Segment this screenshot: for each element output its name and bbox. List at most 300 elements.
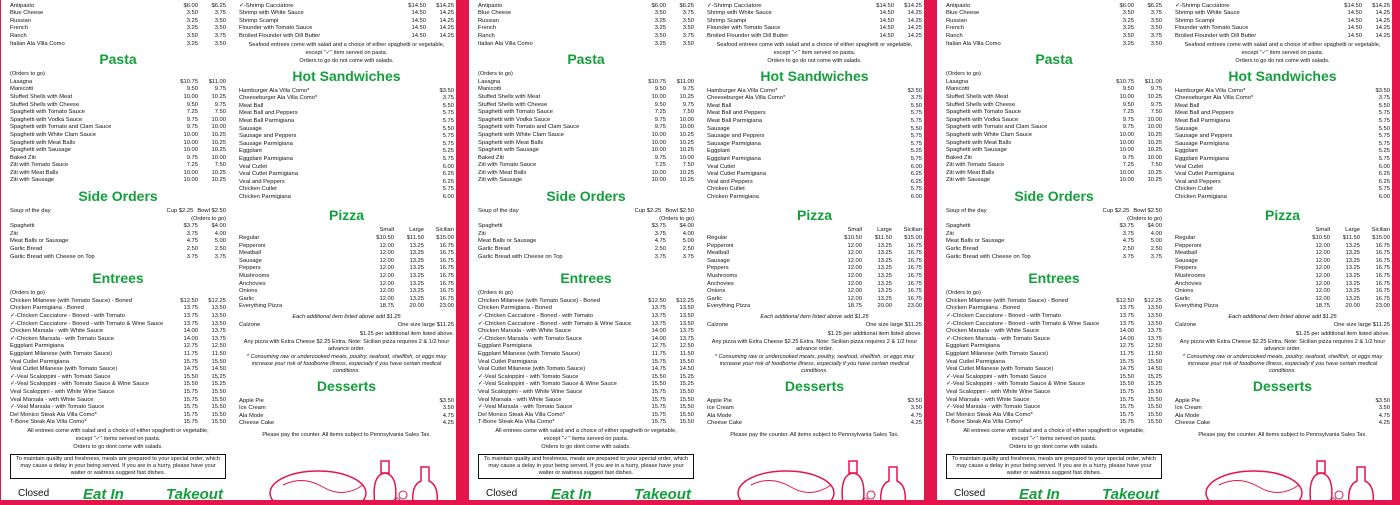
item-price: 15.50 — [679, 396, 694, 403]
soup-row — [10, 208, 226, 216]
item-price: 15.50 — [1147, 404, 1162, 411]
item-price: 3.25 — [1122, 25, 1134, 32]
menu-item-row — [1175, 25, 1390, 33]
menu-item-row — [707, 420, 922, 428]
menu-item-row — [1175, 405, 1390, 413]
item-price: 15.25 — [211, 381, 226, 388]
menu-item-row — [1175, 18, 1390, 26]
item-name: Blue Cheese — [478, 10, 512, 17]
extra-cheese-note: Any pizza with Extra Cheese $2.25 Extra. Note: Sicilian pizza requires 2 & 1/2 hour advance order. — [243, 338, 450, 352]
item-price: 3.75 — [1150, 10, 1162, 17]
item-price: 18.75 — [379, 303, 394, 310]
menu-item-row — [1175, 265, 1390, 273]
item-name: Spaghetti with Sausage — [10, 147, 71, 154]
item-name: Meat Ball — [239, 102, 264, 109]
item-price: 2.50 — [654, 246, 666, 253]
item-price: $14.50 — [1344, 2, 1362, 9]
item-price: $11.00 — [208, 78, 226, 85]
calzone-label: Calzone — [707, 322, 729, 328]
item-price: 14.50 — [679, 366, 694, 373]
item-price: 3.50 — [1150, 17, 1162, 24]
item-price: 16.75 — [907, 265, 922, 272]
menu-item-row — [707, 10, 922, 18]
calzone-row — [707, 322, 922, 330]
item-name: Sausage and Peppers — [707, 133, 765, 140]
item-name: Spaghetti with White Clam Sauce — [10, 131, 97, 138]
menu-item-row — [707, 296, 922, 304]
menu-item-row — [10, 109, 226, 117]
menu-item-row — [239, 250, 454, 258]
item-price: 15.25 — [1147, 381, 1162, 388]
item-price: 13.50 — [211, 313, 226, 319]
calzone-label: Calzone — [1175, 322, 1197, 328]
item-price: 9.75 — [1122, 154, 1134, 161]
item-price: 16.75 — [907, 288, 922, 295]
item-price: 9.75 — [186, 154, 198, 161]
menu-item-row — [478, 305, 694, 313]
item-name: Russian — [478, 17, 499, 24]
sales-tax-note: Please pay the counter. All items subject to Pennsylvania Sales Tax. — [262, 431, 431, 438]
item-price: 5.75 — [910, 140, 922, 147]
item-price: 13.25 — [1345, 273, 1360, 280]
item-price: 16.75 — [907, 295, 922, 302]
item-price: 15.75 — [651, 358, 666, 365]
menu-item-row — [707, 103, 922, 111]
menu-item-row — [10, 140, 226, 148]
calzone-extra: $1.25 per additional item listed above. — [827, 330, 922, 337]
item-price: 3.25 — [186, 25, 198, 32]
item-price: $6.25 — [679, 2, 694, 9]
item-name: ✓-Shrimp Cacciatore — [707, 2, 762, 9]
item-price: 9.75 — [186, 116, 198, 123]
item-price: 5.25 — [910, 148, 922, 155]
item-price: 23.00 — [1375, 303, 1390, 310]
item-price: 10.25 — [211, 147, 226, 154]
menu-item-row — [707, 186, 922, 194]
menu-item-row — [946, 177, 1162, 185]
menu-item-row — [478, 25, 694, 33]
item-price: 14.75 — [183, 366, 198, 373]
item-price: $10.75 — [648, 78, 666, 85]
item-price: 3.25 — [654, 25, 666, 32]
item-price: 9.75 — [1122, 124, 1134, 131]
item-price: 13.25 — [1345, 257, 1360, 264]
item-name: Broiled Flounder with Dill Butter — [707, 32, 789, 39]
item-name: Lasagna — [946, 78, 969, 85]
menu-item-row — [239, 194, 454, 202]
item-price: 12.00 — [379, 265, 394, 272]
item-price: 3.50 — [1122, 32, 1134, 39]
item-name: Chicken Cutlet — [239, 186, 277, 193]
item-price: 15.75 — [183, 396, 198, 403]
item-price: 7.50 — [682, 109, 694, 116]
pizza-heading: Pizza — [328, 207, 364, 224]
item-name: French — [946, 25, 965, 32]
hot-sandwiches-heading: Hot Sandwiches — [292, 67, 401, 84]
item-price: 13.25 — [1345, 288, 1360, 295]
menu-item-row — [478, 412, 694, 420]
item-price: 14.25 — [1375, 17, 1390, 24]
item-price: 6.00 — [910, 193, 922, 200]
item-price: 10.00 — [1147, 116, 1162, 123]
pasta-heading: Pasta — [567, 51, 605, 68]
menu-panel — [1, 0, 456, 503]
item-name: Ala Mode — [707, 412, 732, 419]
menu-item-row — [478, 132, 694, 140]
menu-item-row — [707, 118, 922, 126]
pizza-sicilian-label: Sicilian — [435, 227, 454, 234]
menu-item-row — [239, 148, 454, 156]
menu-item-row — [946, 140, 1162, 148]
item-price: 3.75 — [214, 253, 226, 260]
menu-item-row — [478, 109, 694, 117]
item-name: Hamburger Ala Villa Como* — [707, 87, 778, 94]
menu-item-row — [946, 117, 1162, 125]
item-price: 5.75 — [442, 110, 454, 117]
closed-label: Closed — [954, 488, 986, 499]
seafood-list — [239, 3, 454, 41]
item-name: Meatball — [239, 250, 261, 257]
item-price: 14.50 — [411, 25, 426, 32]
item-name: Veal Cutlet — [1175, 163, 1204, 170]
menu-item-row — [946, 86, 1162, 94]
item-name: Baked Ziti — [478, 154, 504, 161]
item-name: Meat Ball and Peppers — [239, 110, 298, 117]
item-price: 13.50 — [679, 313, 694, 319]
menu-item-row — [10, 343, 226, 351]
item-name: Pepperoni — [239, 242, 266, 249]
menu-item-row — [946, 124, 1162, 132]
item-price: $11.50 — [406, 235, 424, 242]
right-column — [707, 0, 922, 440]
pizza-small-label: Small — [1315, 227, 1330, 234]
menu-item-row — [478, 231, 694, 239]
soup-row — [946, 208, 1162, 216]
item-name: Spaghetti — [946, 223, 971, 230]
item-name: Peppers — [707, 265, 729, 272]
item-price: $11.50 — [874, 235, 892, 242]
menu-item-row — [239, 186, 454, 194]
item-name: Everything Pizza — [239, 303, 283, 310]
item-name: Ziti — [478, 230, 486, 237]
menu-item-row — [707, 273, 922, 281]
item-name: Eggplant Milanese (with Tomato Sauce) — [478, 350, 581, 357]
item-name: Eggplant Parmigiana — [707, 155, 761, 162]
item-price: 13.25 — [409, 295, 424, 302]
item-price: 15.75 — [1119, 388, 1134, 395]
item-name: Ala Mode — [1175, 412, 1200, 419]
item-price: 3.25 — [1122, 40, 1134, 47]
item-price: 2.50 — [214, 246, 226, 253]
right-column — [239, 0, 454, 440]
item-name: Meat Ball Parmigiana — [1175, 117, 1231, 124]
seafood-note-2: except "✓" item served on pasta. — [1241, 49, 1324, 56]
item-price: $6.00 — [183, 2, 198, 9]
menu-item-row — [707, 25, 922, 33]
menu-item-row — [1175, 126, 1390, 134]
item-name: French — [478, 25, 497, 32]
item-name: ✓-Chicken Cacciatore - Boned - with Tomato & Wine Sauce — [10, 320, 164, 327]
item-price: 5.50 — [1378, 102, 1390, 109]
item-price: 3.75 — [682, 10, 694, 17]
item-name: Meat Ball — [707, 102, 732, 109]
menu-item-row — [239, 171, 454, 179]
menu-item-row — [946, 254, 1162, 262]
pasta-heading: Pasta — [99, 51, 137, 68]
menu-item-row — [1175, 413, 1390, 421]
orders-to-go-label: (Orders to go) — [1127, 215, 1162, 222]
item-price: 10.25 — [679, 131, 694, 138]
item-price: 15.50 — [651, 373, 666, 380]
item-price: $3.50 — [1375, 397, 1390, 404]
item-price: 3.50 — [214, 17, 226, 24]
wine-bottle-illustration — [263, 445, 453, 505]
menu-item-row — [707, 405, 922, 413]
item-name: Eggplant Milanese (with Tomato Sauce) — [946, 350, 1049, 357]
hot-list — [1175, 88, 1390, 202]
item-name: Garlic Bread with Cheese on Top — [946, 253, 1031, 260]
entrees-note-2: except "✓" items served on pasta. — [75, 435, 161, 442]
menu-item-row — [10, 117, 226, 125]
item-name: Italian Ala Villa Como — [478, 40, 533, 47]
menu-item-row — [1175, 148, 1390, 156]
item-price: 16.75 — [907, 273, 922, 280]
item-price: $3.50 — [907, 87, 922, 94]
item-price: $15.00 — [904, 235, 922, 242]
menu-item-row — [10, 305, 226, 313]
menu-item-row — [1175, 156, 1390, 164]
item-name: Chicken Milanese (with Tomato Sauce) - Boned — [10, 297, 133, 304]
menu-item-row — [10, 321, 226, 329]
item-name: Ziti with Sausage — [478, 177, 523, 184]
item-name: Ziti with Tomato Sauce — [10, 162, 69, 169]
item-name: ✓-Veal Marsala - with Tomato Sauce — [946, 404, 1041, 411]
item-price: 14.50 — [411, 32, 426, 39]
item-price: 14.50 — [1347, 25, 1362, 32]
item-price: 10.00 — [1119, 177, 1134, 184]
item-name: Sausage Parmigiana — [1175, 140, 1229, 147]
item-price: 10.00 — [183, 177, 198, 184]
calzone-extra: $1.25 per additional item listed above. — [1295, 330, 1390, 337]
item-price: 13.25 — [409, 257, 424, 264]
menu-item-row — [478, 389, 694, 397]
item-name: Sausage Parmigiana — [239, 140, 293, 147]
item-price: 3.75 — [682, 253, 694, 260]
item-name: Peppers — [239, 265, 261, 272]
orders-to-go-label: (Orders to go) — [946, 290, 981, 297]
item-price: 5.50 — [442, 102, 454, 109]
item-price: $6.25 — [1147, 2, 1162, 9]
item-price: 13.50 — [211, 320, 226, 327]
soup-label: Soup of the day — [946, 208, 987, 215]
item-price: 13.75 — [679, 335, 694, 342]
item-price: 3.25 — [186, 40, 198, 47]
item-price: 13.25 — [877, 257, 892, 264]
pizza-each-note: Each additional item listed above add $1.25 — [760, 314, 869, 320]
item-name: Garlic — [707, 295, 723, 302]
item-price: 5.75 — [910, 110, 922, 117]
right-column — [1175, 0, 1390, 440]
menu-item-row — [946, 132, 1162, 140]
item-price: 13.25 — [1345, 250, 1360, 257]
calzone-size: One size large $11.25 — [397, 322, 454, 328]
item-name: Peppers — [1175, 265, 1197, 272]
item-price: 13.25 — [1345, 280, 1360, 287]
item-name: ✓-Shrimp Cacciatore — [239, 2, 294, 9]
item-price: 9.75 — [214, 101, 226, 108]
item-name: Del Monico Steak Ala Villa Como* — [10, 411, 97, 418]
menu-item-row — [946, 412, 1162, 420]
item-price: 6.00 — [442, 193, 454, 200]
item-price: 12.00 — [1315, 265, 1330, 272]
item-price: $3.50 — [907, 397, 922, 404]
item-name: Shrimp Scampi — [239, 17, 279, 24]
menu-item-row — [239, 118, 454, 126]
item-price: 9.75 — [682, 101, 694, 108]
menu-item-row — [239, 281, 454, 289]
item-name: Ala Mode — [239, 412, 264, 419]
item-price: $3.50 — [1375, 87, 1390, 94]
item-price: 15.50 — [183, 373, 198, 380]
item-name: Veal Cutlet Parmigiana — [946, 358, 1005, 365]
item-price: 2.50 — [1122, 246, 1134, 253]
menu-item-row — [239, 235, 454, 243]
desserts-list — [239, 398, 454, 428]
pizza-heading: Pizza — [1264, 207, 1300, 224]
item-price: 10.25 — [679, 93, 694, 100]
item-price: 3.75 — [1122, 253, 1134, 260]
item-price: 2.50 — [186, 246, 198, 253]
entrees-note-3: Orders to go dont come with salads. — [1009, 443, 1099, 450]
item-name: Ice Cream — [707, 405, 734, 412]
item-price: 15.50 — [1119, 373, 1134, 380]
item-price: 14.25 — [439, 17, 454, 24]
item-price: 5.75 — [1378, 155, 1390, 162]
item-price: 12.00 — [847, 280, 862, 287]
menu-item-row — [707, 179, 922, 187]
item-price: 4.75 — [442, 412, 454, 419]
item-price: $6.00 — [651, 2, 666, 9]
item-price: 4.75 — [1378, 412, 1390, 419]
item-price: 3.25 — [654, 40, 666, 47]
menu-item-row — [946, 155, 1162, 163]
item-name: Veal Scaloppini - with White Wine Sauce — [10, 388, 115, 395]
item-name: Cheeseburger Ala Villa Como* — [707, 95, 786, 102]
pizza-heading: Pizza — [796, 207, 832, 224]
menu-item-row — [1175, 164, 1390, 172]
item-name: Sausage — [1175, 257, 1198, 264]
item-price: $3.50 — [439, 397, 454, 404]
calzone-row — [239, 322, 454, 330]
menu-item-row — [239, 10, 454, 18]
item-price: $3.75 — [1119, 223, 1134, 230]
item-price: 10.00 — [651, 93, 666, 100]
menu-item-row — [946, 381, 1162, 389]
item-name: Chicken Milanese (with Tomato Sauce) - Boned — [946, 297, 1069, 304]
item-price: 3.75 — [1150, 253, 1162, 260]
item-name: ✓-Shrimp Cacciatore — [1175, 2, 1230, 9]
menu-item-row — [10, 397, 226, 405]
item-price: 3.75 — [186, 230, 198, 237]
item-price: 15.50 — [1119, 381, 1134, 388]
pizza-sicilian-label: Sicilian — [1371, 227, 1390, 234]
menu-item-row — [707, 33, 922, 41]
item-name: Chicken Parmigiana — [239, 193, 291, 200]
hot-list — [707, 88, 922, 202]
pizza-list — [707, 235, 922, 311]
menu-item-row — [946, 238, 1162, 246]
quality-note: To maintain quality and freshness, meals are prepared to your special order, which may cause a delay in your being served. If you are in a hurry, please have your waiter or waitress suggest fast dishes. — [10, 454, 226, 479]
item-price: 13.75 — [1147, 328, 1162, 335]
item-price: 13.25 — [409, 273, 424, 280]
item-price: 10.00 — [651, 147, 666, 154]
menu-item-row — [707, 235, 922, 243]
item-price: $10.75 — [1116, 78, 1134, 85]
item-name: Spaghetti with Vodka Sauce — [946, 116, 1019, 123]
seafood-note-1: Seafood entrees come with salad and a choice of either spaghetti or vegetable, — [248, 41, 445, 48]
item-price: $15.00 — [1372, 235, 1390, 242]
menu-item-row — [239, 133, 454, 141]
menu-item-row — [1175, 420, 1390, 428]
item-price: 14.50 — [879, 17, 894, 24]
menu-item-row — [478, 3, 694, 11]
soup-bowl: Bowl $2.50 — [1133, 208, 1162, 215]
menu-item-row — [239, 18, 454, 26]
menu-item-row — [1175, 33, 1390, 41]
menu-item-row — [10, 351, 226, 359]
item-price: 16.75 — [1375, 288, 1390, 295]
item-name: Spaghetti — [10, 223, 35, 230]
item-name: Meatball — [1175, 250, 1197, 257]
item-price: 12.00 — [1315, 250, 1330, 257]
item-price: 14.50 — [1347, 10, 1362, 17]
menu-item-row — [946, 10, 1162, 18]
item-name: Sausage — [239, 257, 262, 264]
item-name: ✓-Chicken Marsala - with Tomato Sauce — [478, 335, 582, 342]
item-price: 12.00 — [1315, 257, 1330, 264]
item-price: 10.25 — [211, 131, 226, 138]
item-price: 7.25 — [654, 162, 666, 169]
item-name: Cheeseburger Ala Villa Como* — [239, 95, 318, 102]
entrees-note-3: Orders to go dont come with salads. — [541, 443, 631, 450]
menu-item-row — [10, 25, 226, 33]
menu-item-row — [239, 179, 454, 187]
item-name: Spaghetti with Vodka Sauce — [10, 116, 83, 123]
orders-to-go-label: (Orders to go) — [10, 290, 45, 297]
orders-to-go-label: (Orders to go) — [478, 71, 513, 78]
item-price: 13.75 — [1119, 313, 1134, 319]
item-price: 11.50 — [211, 350, 226, 357]
consume-warning: * Consuming raw or undercooked meats, poultry, seafood, shellfish, or eggs may increase your risk of foodborne illness, especially if you have certain medical conditions. — [1182, 353, 1383, 374]
item-price: $14.25 — [436, 2, 454, 9]
menu-item-row — [946, 328, 1162, 336]
menu-item-row — [10, 404, 226, 412]
item-price: $12.25 — [208, 297, 226, 304]
item-price: 11.50 — [1147, 350, 1162, 357]
entrees-note-2: except "✓" items served on pasta. — [543, 435, 629, 442]
item-name: Hamburger Ala Villa Como* — [1175, 87, 1246, 94]
item-name: Garlic Bread with Cheese on Top — [10, 253, 95, 260]
menu-item-row — [707, 243, 922, 251]
item-price: 10.00 — [1147, 154, 1162, 161]
menu-item-row — [707, 88, 922, 96]
item-price: $12.50 — [1116, 297, 1134, 304]
item-price: 3.50 — [682, 25, 694, 32]
item-name: Eggplant Parmigiana — [946, 343, 1000, 350]
item-name: Ranch — [946, 32, 963, 39]
item-price: 12.00 — [1315, 273, 1330, 280]
item-price: 3.75 — [654, 253, 666, 260]
